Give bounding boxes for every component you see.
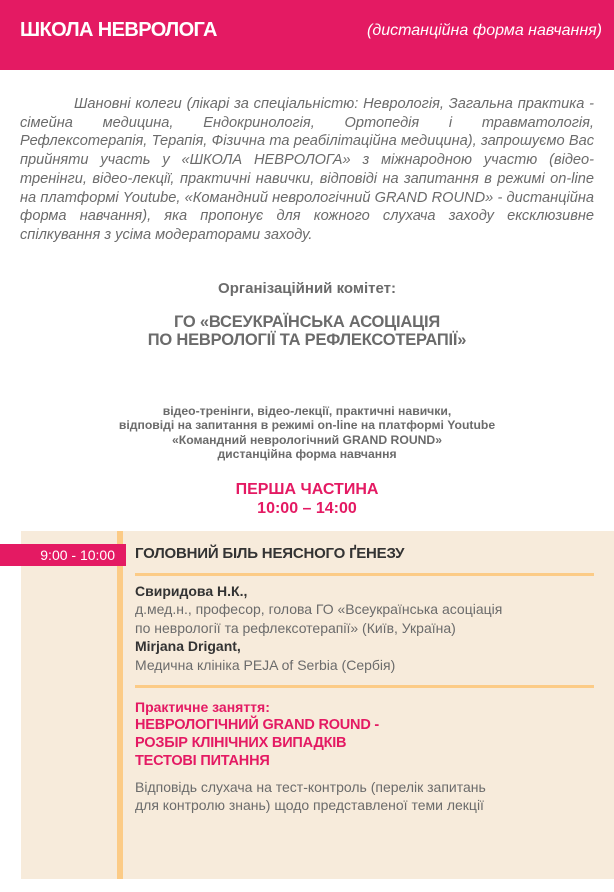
- feature-line: відповіді на запитання в режимі on-line на платформі Youtube: [118, 418, 496, 433]
- speaker-name: Свиридова Н.К.,: [135, 583, 248, 599]
- practice-title-line: НЕВРОЛОГІЧНИЙ GRAND ROUND -: [135, 717, 380, 733]
- organizer-name-line: ПО НЕВРОЛОГІЇ ТА РЕФЛЕКСОТЕРАПІЇ»: [147, 331, 467, 349]
- speaker-item: [135, 582, 595, 637]
- practice-title-line: РОЗБІР КЛІНІЧНИХ ВИПАДКІВ: [135, 735, 347, 751]
- page-title: ШКОЛА НЕВРОЛОГА: [20, 19, 217, 41]
- practice-divider: [135, 685, 594, 688]
- header-banner: [0, 0, 614, 70]
- practice-label: Практичне заняття:: [135, 699, 270, 715]
- speaker-name: Mirjana Drigant,: [135, 638, 241, 655]
- part-heading: [0, 480, 614, 518]
- speaker-info: д.мед.н., професор, голова ГО «Всеукраїнська асоціація: [135, 601, 503, 618]
- feature-line: відео-тренінги, відео-лекції, практичні навички,: [162, 404, 452, 418]
- organizer-label: Організаційний комітет:: [218, 280, 396, 297]
- part-title: ПЕРША ЧАСТИНА: [235, 481, 379, 498]
- speaker-info: по неврології та рефлексотерапії» (Київ, Україна): [135, 619, 456, 636]
- speaker-info: Медична клініка PEJA of Serbia (Сербія): [135, 656, 396, 673]
- session-time-badge: 9:00 - 10:00: [0, 544, 126, 566]
- practice-block: [135, 699, 595, 770]
- features-list: [0, 404, 614, 462]
- practice-description: [135, 778, 575, 815]
- practice-title-line: ТЕСТОВІ ПИТАННЯ: [135, 753, 270, 769]
- session-title: ГОЛОВНИЙ БІЛЬ НЕЯСНОГО ҐЕНЕЗУ: [135, 545, 405, 562]
- speakers-list: [135, 582, 595, 674]
- speaker-item: [135, 637, 595, 674]
- page-subtitle: (дистанційна форма навчання): [367, 22, 602, 39]
- session-divider: [135, 573, 594, 576]
- feature-line: дистанційна форма навчання: [217, 447, 397, 462]
- practice-description-line: для контролю знань) щодо представленої теми лекції: [135, 797, 484, 814]
- feature-line: «Командний неврологічний GRAND ROUND»: [171, 432, 442, 447]
- timeline-stripe: [117, 531, 123, 879]
- part-time: 10:00 – 14:00: [257, 500, 357, 517]
- organizer-name: [0, 313, 614, 349]
- practice-description-line: Відповідь слухача на тест-контроль (перелік запитань: [135, 779, 486, 795]
- organizer-name-line: ГО «ВСЕУКРАЇНСЬКА АСОЦІАЦІЯ: [173, 313, 441, 331]
- intro-paragraph: Шановні колеги (лікарі за спеціальністю: Неврологія, Загальна практика - сімейна медицина, Ендокринологія, Ортопедія і травматологія, Рефлексотерапія, Терапія, Фізична та реабілітаційна медицина), запрошуємо Вас прийняти участь у «ШКОЛА НЕВРОЛОГА» з міжнародною участю (відео-тренінги, відео-лекції, практичні навички, відповіді на запитання в режимі on-line на платформі Youtube, «Командний неврологічний GRAND ROUND» - дистанційна форма навчання), яка пропонує для кожного слухача заходу ексклюзивне спілкування з усіма модераторами заходу.: [20, 96, 594, 243]
